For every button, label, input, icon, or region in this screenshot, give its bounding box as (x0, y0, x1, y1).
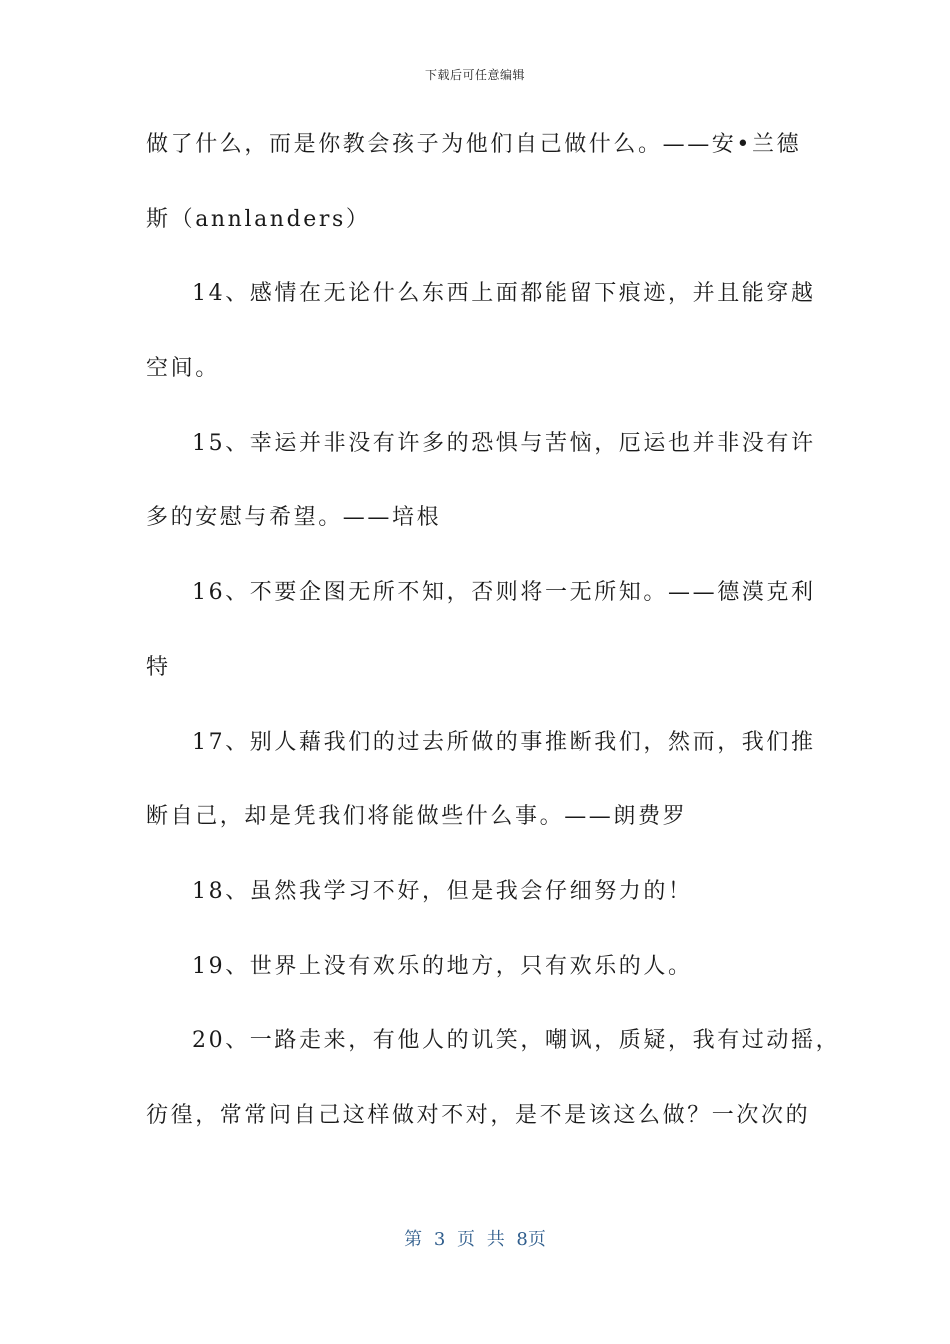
text-line: 多的安慰与希望。——培根 (146, 505, 442, 531)
text-line: 14、感情在无论什么东西上面都能留下痕迹，并且能穿越 (192, 281, 816, 307)
text-line: 19、世界上没有欢乐的地方，只有欢乐的人。 (192, 953, 693, 979)
text-line: 15、幸运并非没有许多的恐惧与苦恼，厄运也并非没有许 (192, 430, 816, 456)
text-line: 空间。 (146, 356, 220, 382)
text-line: 斯（annlanders） (146, 206, 371, 232)
text-line: 18、虽然我学习不好，但是我会仔细努力的！ (192, 878, 693, 904)
text-line: 20、一路走来，有他人的讥笑，嘲讽，质疑，我有过动摇， (192, 1028, 841, 1054)
document-body (146, 123, 841, 1169)
text-line: 17、别人藉我们的过去所做的事推断我们，然而，我们推 (192, 729, 816, 755)
page-header: 下载后可任意编辑 (424, 68, 525, 82)
text-line: 特 (146, 654, 171, 680)
text-line: 断自己，却是凭我们将能做些什么事。——朗费罗 (146, 804, 688, 830)
page-footer: 第 3 页 共 8页 (404, 1229, 546, 1250)
text-line: 做了什么，而是你教会孩子为他们自己做什么。——安•兰德 (146, 132, 802, 157)
text-line: 彷徨，常常问自己这样做对不对，是不是该这么做？一次次的 (146, 1102, 811, 1128)
text-line: 16、不要企图无所不知，否则将一无所知。——德漠克利 (192, 580, 816, 606)
